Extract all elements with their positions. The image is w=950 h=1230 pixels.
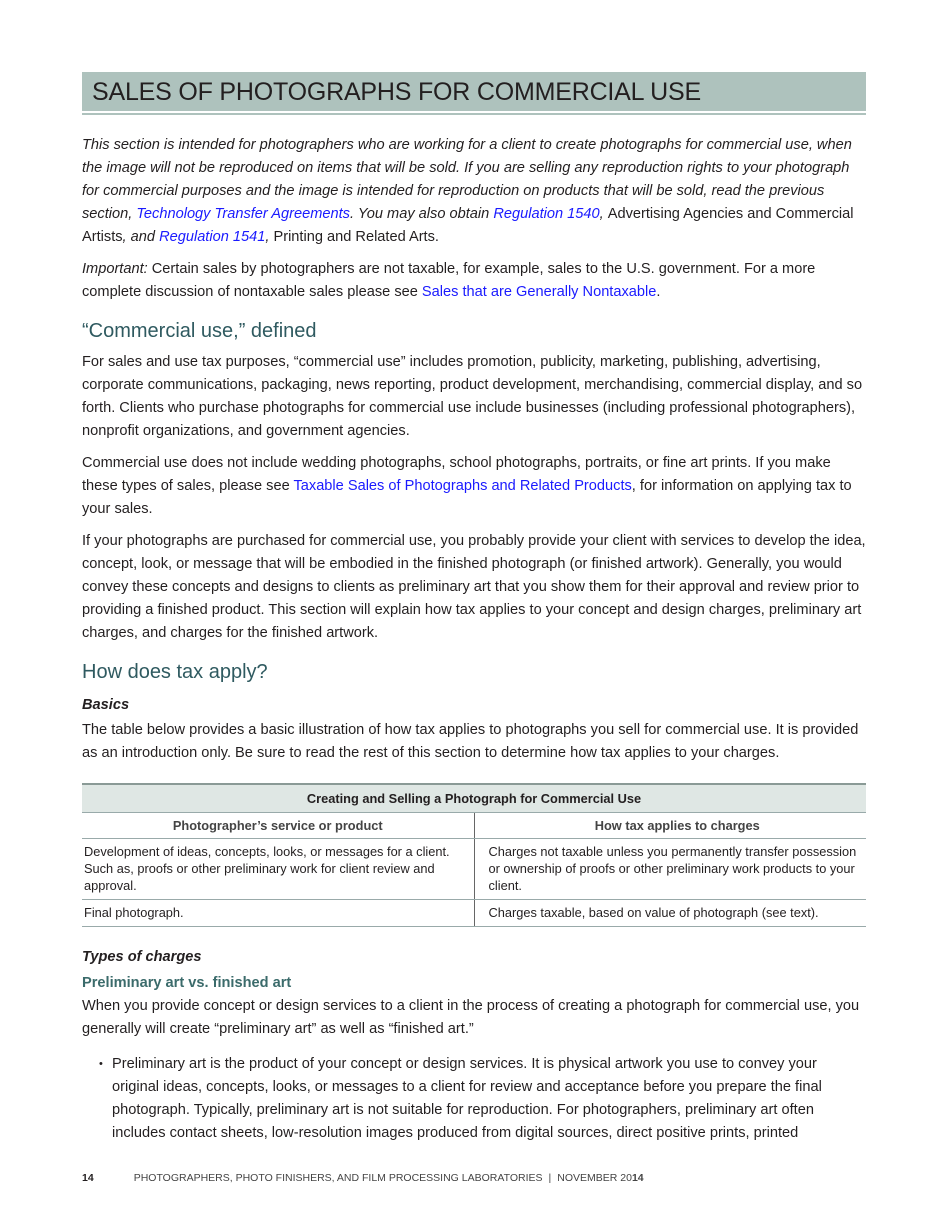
intro-paragraph: [82, 134, 866, 249]
paragraph: [82, 452, 866, 521]
link-technology-transfer[interactable]: Technology Transfer Agreements: [136, 206, 350, 222]
page-content: [82, 72, 866, 1145]
table-cell: Charges taxable, based on value of photograph (see text).: [474, 900, 866, 927]
link-taxable-sales[interactable]: Taxable Sales of Photographs and Related Products: [293, 478, 632, 494]
page-footer: [82, 1172, 644, 1184]
subheading-types-of-charges: Types of charges: [82, 949, 202, 965]
text: ,: [599, 206, 608, 222]
text: . You may also obtain: [349, 206, 494, 222]
link-regulation-1541[interactable]: Regulation 1541: [159, 229, 266, 245]
page-number: 14: [82, 1172, 94, 1184]
link-nontaxable-sales[interactable]: Sales that are Generally Nontaxable: [421, 284, 657, 300]
footer-date-year: 14: [631, 1172, 644, 1184]
section-heading-how-tax-applies: How does tax apply?: [82, 661, 268, 683]
text: Printing and Related Arts.: [273, 229, 439, 245]
text: .: [656, 284, 661, 300]
table-row: [82, 839, 866, 900]
page-title: SALES OF PHOTOGRAPHS FOR COMMERCIAL USE: [92, 78, 701, 106]
tax-table: [82, 783, 866, 927]
text: , for information on applying tax to your sales.: [82, 478, 852, 517]
text: Certain sales by photographers are not taxable, for example, sales to the U.S. government. For a more complete discussion of nontaxable sales please see: [82, 261, 816, 300]
text: ,: [265, 229, 274, 245]
bullet-list: [82, 1053, 866, 1145]
table-cell: Final photograph.: [82, 900, 474, 927]
footer-publication-title: PHOTOGRAPHERS, PHOTO FINISHERS, AND FILM PROCESSING LABORATORIES: [133, 1172, 543, 1184]
paragraph: For sales and use tax purposes, “commercial use” includes promotion, publicity, marketing, publishing, advertising, corporate communications, packaging, news reporting, product development, merchandising, commercial display, and so forth. Clients who purchase photographs for commercial use include businesses (including professional photographers), nonprofit organizations, and government agencies.: [82, 354, 863, 439]
paragraph: When you provide concept or design services to a client in the process of creating a photograph for commercial use, you generally will create “preliminary art” as well as “finished art.”: [82, 998, 860, 1037]
table-row: [82, 900, 866, 927]
section-heading-commercial-use: “Commercial use,” defined: [82, 320, 317, 342]
footer-separator: |: [548, 1172, 552, 1184]
table-caption: Creating and Selling a Photograph for Commercial Use: [82, 784, 866, 813]
text: , and: [122, 229, 160, 245]
footer-date: NOVEMBER 20: [557, 1172, 632, 1184]
text: This section is intended for photographers who are working for a client to create photographs for commercial use, when the image will not be reproduced on items that will be sold. If you are selling any reproduction rights to your photograph for commercial purposes and the image is intended for reproduction on products that will be sold, read the previous section,: [82, 137, 852, 222]
column-header: Photographer’s service or product: [82, 813, 474, 839]
text: Commercial use does not include wedding photographs, school photographs, portraits, or fine art prints. If you make these types of sales, please see: [82, 455, 831, 494]
important-paragraph: [82, 258, 866, 304]
paragraph: The table below provides a basic illustration of how tax applies to photographs you sell for commercial use. It is provided as an introduction only. Be sure to read the rest of this section to determine how tax applies to your charges.: [82, 722, 859, 761]
column-header: How tax applies to charges: [474, 813, 866, 839]
paragraph: If your photographs are purchased for commercial use, you probably provide your client with services to develop the idea, concept, look, or message that will be embodied in the finished photograph (or finished artwork). Generally, you would convey these concepts and designs to clients as preliminary art that you show them for their approval and review prior to providing a finished product. This section will explain how tax applies to your concept and design charges, preliminary art charges, and charges for the finished artwork.: [82, 533, 866, 641]
important-label: Important:: [82, 261, 148, 277]
list-item: • Preliminary art is the product of your concept or design services. It is physical artwork you use to convey your original ideas, concepts, looks, or messages to a client for review and acceptance before you prepare the final photograph. Typically, preliminary art is not suitable for reproduction. For photographers, preliminary art often includes contact sheets, low-resolution images produced from digital sources, direct positive prints, printed: [112, 1053, 866, 1145]
text: Advertising Agencies and Commercial Artists: [82, 206, 854, 245]
link-regulation-1540[interactable]: Regulation 1540: [493, 206, 600, 222]
subheading-preliminary-art: Preliminary art vs. finished art: [82, 975, 292, 991]
subheading-basics: Basics: [82, 697, 130, 713]
title-banner: [82, 72, 866, 113]
table-cell: Charges not taxable unless you permanently transfer possession or ownership of proofs or other preliminary work products to your client.: [474, 839, 866, 900]
table-cell: Development of ideas, concepts, looks, or messages for a client. Such as, proofs or other preliminary work for client review and approval.: [82, 839, 474, 900]
